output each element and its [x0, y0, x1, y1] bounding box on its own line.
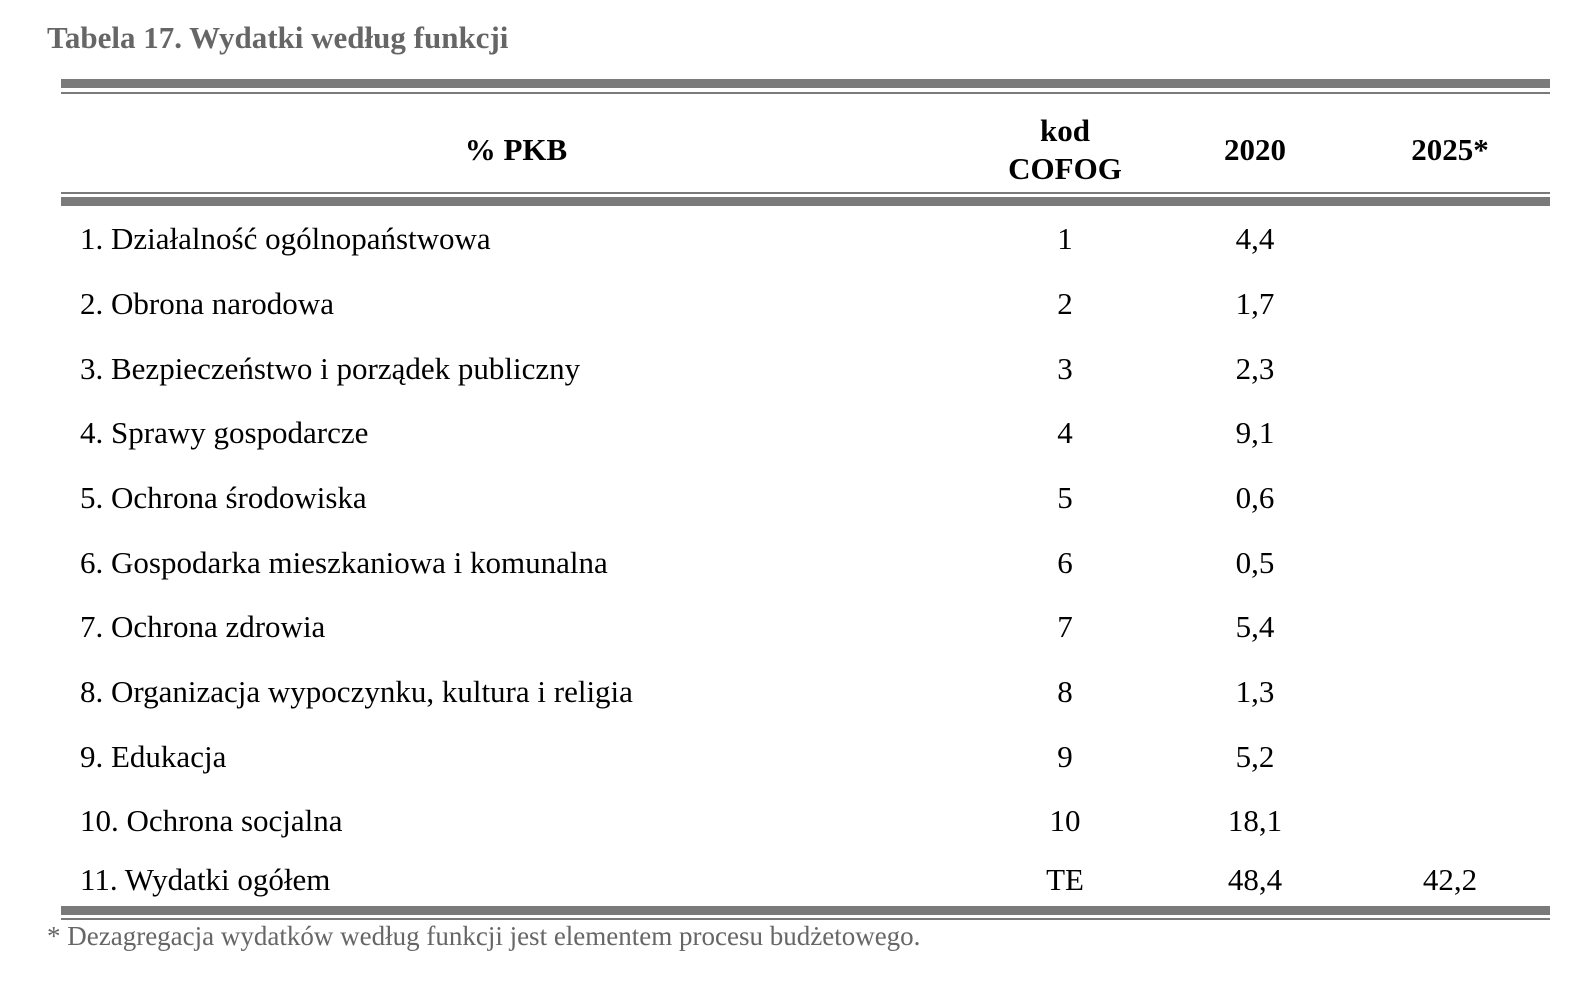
row-cofog-code: 7 [1057, 609, 1073, 644]
table-row [0, 607, 1590, 647]
row-label: 7. Ochrona zdrowia [80, 609, 326, 644]
row-cofog-code: 9 [1057, 739, 1073, 774]
table-row [0, 349, 1590, 389]
row-cofog-code: 8 [1057, 674, 1073, 709]
row-value-2020: 2,3 [1235, 351, 1275, 386]
table-row [0, 737, 1590, 777]
row-value-2020: 1,3 [1235, 674, 1275, 709]
row-value-2020: 5,2 [1235, 739, 1275, 774]
row-label: 4. Sprawy gospodarcze [80, 415, 369, 450]
row-label: 6. Gospodarka mieszkaniowa i komunalna [80, 545, 608, 580]
table-row [0, 478, 1590, 518]
table-row [0, 543, 1590, 583]
row-cofog-code: 4 [1057, 415, 1073, 450]
row-cofog-code: 10 [1049, 803, 1081, 838]
column-header-label: % PKB [464, 132, 568, 167]
column-header-code-line2: COFOG [1008, 151, 1122, 186]
column-header-code-line1: kod [1040, 113, 1090, 148]
row-value-2020: 0,5 [1235, 545, 1275, 580]
column-header-year-2020: 2020 [1224, 132, 1286, 167]
row-label: 3. Bezpieczeństwo i porządek publiczny [80, 351, 581, 386]
table-title: Tabela 17. Wydatki według funkcji [47, 20, 509, 55]
table-row [0, 219, 1590, 259]
row-label: 11. Wydatki ogółem [80, 862, 331, 897]
row-label: 2. Obrona narodowa [80, 286, 334, 321]
table-row [0, 672, 1590, 712]
row-value-2020: 0,6 [1235, 480, 1275, 515]
row-label: 5. Ochrona środowiska [80, 480, 367, 515]
row-value-2020: 1,7 [1235, 286, 1275, 321]
row-label: 10. Ochrona socjalna [80, 803, 343, 838]
footnote: * Dezagregacja wydatków według funkcji jest elementem procesu budżetowego. [47, 921, 921, 951]
row-value-2020: 9,1 [1235, 415, 1275, 450]
table-row [0, 860, 1590, 900]
row-value-2020: 48,4 [1227, 862, 1283, 897]
row-value-2020: 18,1 [1227, 803, 1283, 838]
table-row [0, 413, 1590, 453]
row-value-2020: 4,4 [1235, 221, 1275, 256]
table-row [0, 284, 1590, 324]
row-value-2020: 5,4 [1235, 609, 1275, 644]
bottom-rule-thick [61, 906, 1550, 915]
row-cofog-code: 5 [1057, 480, 1073, 515]
table-row [0, 801, 1590, 841]
row-label: 1. Działalność ogólnopaństwowa [80, 221, 491, 256]
bottom-rule-thin [61, 918, 1550, 920]
column-header-year-2025: 2025* [1411, 132, 1489, 167]
row-cofog-code: 1 [1057, 221, 1073, 256]
row-label: 9. Edukacja [80, 739, 227, 774]
row-label: 8. Organizacja wypoczynku, kultura i religia [80, 674, 633, 709]
row-cofog-code: 6 [1057, 545, 1073, 580]
row-cofog-code: 3 [1057, 351, 1073, 386]
row-cofog-code: 2 [1057, 286, 1073, 321]
row-cofog-code: TE [1046, 862, 1084, 897]
row-value-2025: 42,2 [1422, 862, 1478, 897]
